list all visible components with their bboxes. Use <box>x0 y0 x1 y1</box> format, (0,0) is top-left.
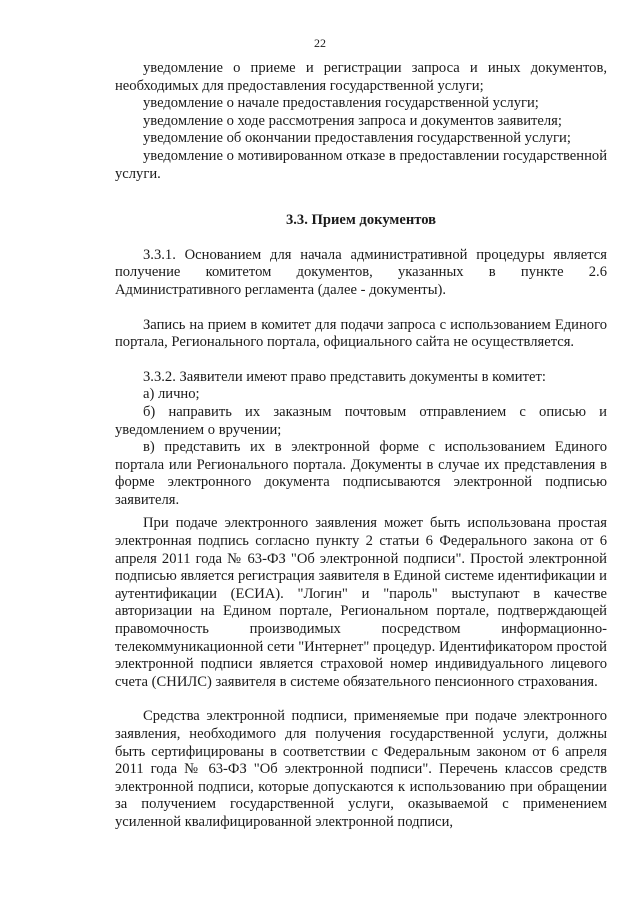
list-item-a: а) лично; <box>143 386 200 403</box>
notification-item: уведомление об окончании предоставления государственной услуги; <box>143 130 571 147</box>
list-item-c: в) представить их в электронной форме с использованием Единого портала или Регионального портала. Документы в случае их представления в форме электронного документа подписываются электронной подписью заявителя. <box>115 439 607 508</box>
notification-item: уведомление о ходе рассмотрения запроса и документов заявителя; <box>143 112 562 129</box>
page-number: 22 <box>314 36 326 50</box>
notification-item: уведомление о приеме и регистрации запроса и иных документов, необходимых для предоставления государственной услуги; <box>115 60 607 94</box>
paragraph-3-3-2: 3.3.2. Заявители имеют право представить документы в комитет: <box>143 368 546 385</box>
notification-item: уведомление о начале предоставления государственной услуги; <box>143 95 539 112</box>
paragraph-registration: Запись на прием в комитет для подачи запроса с использованием Единого портала, Регионального портала, официального сайта не осуществляется. <box>115 316 607 351</box>
paragraph-signature-means: Средства электронной подписи, применяемые при подаче электронного заявления, необходимого для получения государственной услуги, должны быть сертифицированы в соответствии с Федеральным законом от 6 апреля 2011 года № 63-ФЗ "Об электронной подписи". Перечень классов средств электронной подписи, которые допускаются к использованию при обращении за получением государственной услуги, оказываемой с применением усиленной квалифицированной электронной подписи, <box>115 708 607 830</box>
section-heading: 3.3. Прием документов <box>285 212 437 229</box>
list-item-b: б) направить их заказным почтовым отправлением с описью и уведомлением о вручении; <box>115 403 607 438</box>
document-body <box>115 60 607 832</box>
paragraph-3-3-1: 3.3.1. Основанием для начала административной процедуры является получение комитетом документов, указанных в пункте 2.6 Административного регламента (далее - документы). <box>115 246 607 298</box>
paragraph-simple-signature: При подаче электронного заявления может быть использована простая электронная подпись согласно пункту 2 статьи 6 Федерального закона от 6 апреля 2011 года № 63-ФЗ "Об электронной подписи". Простой электронной подписью является регистрация заявителя в Единой системе идентификации и аутентификации (ЕСИА). "Логин" и "пароль" выступают в качестве авторизации на Едином портале, Региональном портале, подтверждающей правомочность производимых посредством информационно-телекоммуникационной сети "Интернет" процедур. Идентификатором простой электронной подписи является страховой номер индивидуального лицевого счета (СНИЛС) заявителя в системе обязательного пенсионного страхования. <box>115 515 607 690</box>
notification-item: уведомление о мотивированном отказе в предоставлении государственной услуги. <box>115 147 607 182</box>
